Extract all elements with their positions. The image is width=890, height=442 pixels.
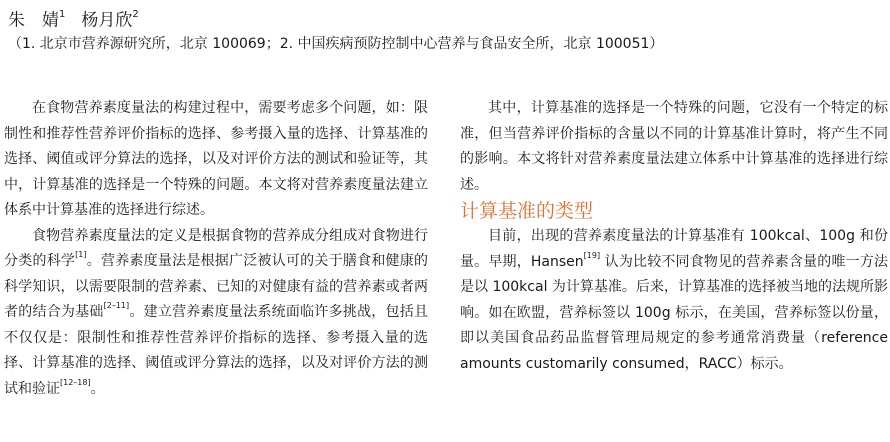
paragraph-text: 目前，出现的营养素度量法的计算基准有 100kcal、100g 和份量。早期，Hansen — [460, 228, 888, 270]
paragraph-text: 。营养素度量法是根据广泛被认可的关于膳食和健康的科学知识，以需要限制的营养素、已知的对健康有益的营养素或者两者的结合为基础 — [4, 253, 429, 320]
paragraph-text: 食物营养素度量法的定义是根据食物的营养成分组成对食物进行分类的科学 — [4, 227, 428, 269]
right-column — [460, 96, 888, 377]
author-name: 杨月欣 — [81, 10, 133, 31]
left-column — [4, 96, 428, 402]
author-affiliation-marker: 1 — [59, 9, 66, 20]
author-affiliation-marker: 2 — [132, 9, 139, 20]
author-name: 朱 婧 — [8, 10, 59, 31]
paragraph-text: 。 — [90, 380, 105, 397]
section-heading: 计算基准的类型 — [460, 200, 594, 222]
body-paragraph: 在食物营养素度量法的构建过程中，需要考虑多个问题，如：限制性和推荐性营养评价指标的选择、参考摄入量的选择、计算基准的选择、阈值或评分算法的选择，以及对评价方法的测试和验证等，其中，计算基准的选择是一个特殊的问题。本文将对营养素度量法建立体系中计算基准的选择进行综述。 — [4, 100, 428, 218]
citation-marker[interactable]: [2–11] — [103, 301, 130, 311]
paragraph-text: 。建立营养素度量法系统面临许多挑战，包括且不仅仅是：限制性和推荐性营养评价指标的选择、参考摄入量的选择、计算基准的选择、阈值或评分算法的选择，以及对评价方法的测试和验证 — [4, 304, 429, 397]
citation-marker[interactable]: [19] — [583, 250, 601, 260]
body-paragraph — [460, 224, 888, 377]
paragraph-text: 认为比较不同食物见的营养素含量的唯一方法是以 100kcal 为计算基准。后来，计算基准的选择被当地的法规所影响。如在欧盟，营养标签以 100g 标示，在美国，营养标签以份量，即以美国食品药品监督管理局规定的参考通常消费量（reference amounts customarily consumed，RACC）标示。 — [460, 253, 888, 372]
body-paragraph: 其中，计算基准的选择是一个特殊的问题，它没有一个特定的标准，但当营养评价指标的含量以不同的计算基准计算时，将产生不同的影响。本文将针对营养素度量法建立体系中计算基准的选择进行综述。 — [460, 100, 888, 193]
affiliation-line: （1. 北京市营养源研究所，北京 100069；2. 中国疾病预防控制中心营养与食品安全所，北京 100051） — [8, 36, 664, 52]
citation-marker[interactable]: [12–18] — [60, 377, 91, 387]
author-line — [8, 6, 139, 32]
body-paragraph — [4, 224, 428, 403]
citation-marker[interactable]: [1] — [75, 250, 87, 260]
